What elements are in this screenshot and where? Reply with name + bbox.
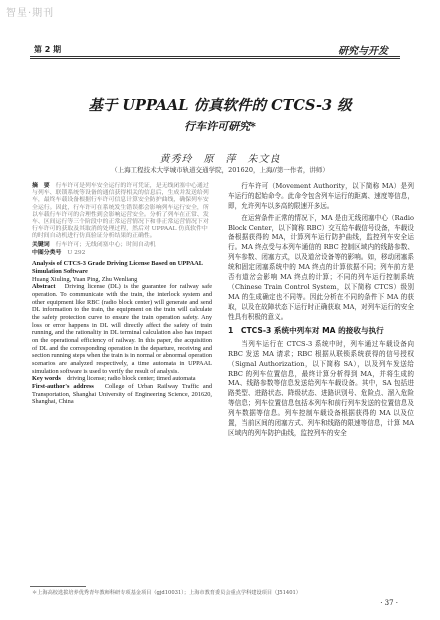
paper-affiliation: （上海工程技术大学城市轨道交通学院，201620，上海//第一作者，讲师） <box>111 166 329 174</box>
keywords-cn <box>32 241 212 249</box>
header-rule-thin <box>30 58 400 59</box>
keywords-cn-text: 行车许可；无线闭塞中心；时间自动机 <box>55 241 156 248</box>
paper-subtitle: 行车许可研究* <box>184 120 256 133</box>
page-number: · 37 · <box>380 599 398 607</box>
abstract-en-authors: Huang Xiuling, Yuan Ping, Zhu Wenliang <box>32 275 138 283</box>
keywords-en <box>32 375 212 383</box>
section-heading: 1 CTCS-3 系统中列车对 MA 的接收与执行 <box>228 326 384 336</box>
author-address-text: College of Urban Railway Traffic and Transportation, Shanghai University of Engineering Science, 201620, Shanghai, China <box>32 383 212 406</box>
keywords-cn-label: 关键词 <box>32 240 50 248</box>
body-column <box>228 182 414 441</box>
keywords-en-label: Key words <box>32 375 61 383</box>
body-paragraph-1: 行车许可（Movement Authority，以下简称 MA）是列车运行的起始命令。此命令包含列车运行的距离、速度等信息，即，允许列车以多高的限速开多远。 <box>228 182 414 210</box>
abstract-cn <box>32 182 212 241</box>
footnote-rule <box>30 586 86 587</box>
abstract-cn-text: 行车许可是列车安全运行的许可凭证，是无线闭塞中心通过与列车、联锁系统等设备的通信获得相关的信息后，生成并发送给列车，最终车载设备根据行车许可信息计算安全防护曲线，确保列车安全运行。因此，行车许可在系统发生错误都会影响列车运行安全，所以车载行车许可的合理性到会影响运营安全。分析了列车在正常、发车、区间运行等三个阶段中的正常运营情况下和非正常运营情况下对行车许可的获取及其取消的处理过程，然后对 UPPAAL 仿真软件中的时间自动机进行仿真验证分析结果的正确性。 <box>32 183 209 240</box>
clc-label: 中图分类号 <box>32 248 62 256</box>
abstract-en-title: Analysis of CTCS-3 Grade Driving License Based on UPPAAL Simulation Software <box>32 260 203 275</box>
paper-authors: 黄秀玲 原 萍 朱文良 <box>159 154 281 165</box>
column-name: 研究与开发 <box>338 46 388 57</box>
body-paragraph-3: 当列车运行在 CTCS-3 系统中时，列车通过车载设备向 RBC 发送 MA 请求；RBC 根据从联锁系统获得的信号授权（Signal Authorization，以下简称 SA），以及列车发送给 RBC 的列车位置信息，最终计算分析得到 MA，并将生成的 MA、线路参数等信息发送给列车车载设备。其中，SA 包括进路类型、进路状态、降级状态、进路识别号、危险点、溜入危险等信息；列车位置信息包括本列车和前行列车发送的位置信息及列车数据等信息。列车控制车载设备根据获得的 MA 以及位置，当前区间的闭塞方式、列车和线路的限速等信息，计算 MA 区域内的列车防护曲线，监控列车的安全 <box>228 339 414 437</box>
keywords-en-text: driving license; radio block center; timed automata <box>67 375 196 383</box>
header-rule <box>30 56 400 57</box>
issue-label: 第 2 期 <box>34 45 62 54</box>
footnote: ＊上海高校选拔培养优秀青年教师科研专项基金项目（gjd10031）；上海市教育委员会重点学科建设项目（J51401） <box>32 590 301 596</box>
author-address <box>32 383 212 406</box>
clc-number <box>32 249 212 257</box>
paper-title: 基于 UPPAAL 仿真软件的 CTCS-3 级 <box>88 97 352 114</box>
body-paragraph-2: 在运营条件正常的情况下，MA 是由无线闭塞中心（Radio Block Center，以下简称 RBC）交互给车载信号设备，车载设备根据获得的 MA，计算列车运行防护曲线，监控列车安全运行。MA 终点受与本列车通信的 RBC 控制区域内的线路参数、列车参数、闭塞方式，以及道岔设备等的影响。如，移动闭塞系统和固定闭塞系统中的 MA 终点的计算依据不同；列车前方是否有道岔会影响 MA 终点的计算；不同的列车运行控制系统（Chinese Train Control System，以下简称 CTCS）级别 MA 的生成确定也不同等。因此分析在不同的条件下 MA 的获取，以及在故障状态下运行时正确获取 MA，对列车运行的安全性具有积极的意义。 <box>228 213 414 321</box>
abstract-cn-label: 摘 要 <box>32 182 50 189</box>
author-address-label: First-author's address <box>32 383 94 391</box>
abstract-en <box>32 283 212 375</box>
clc-text: U 292 <box>67 249 86 256</box>
abstract-column <box>32 182 212 406</box>
abstract-en-label: Abstract <box>32 283 56 291</box>
watermark-logo: 智星·期刊 <box>6 8 55 19</box>
abstract-en-text: Driving license (DL) is the guarantee for railway safe operation. To communicate with the train, the interlock system and other equipment like RBC (radio block center) will generate and send DL information to the train, the equipment on the train will calculate the safety protection curve to ensure the train operation safety. Any loss or error happens in DL will directly affect the safety of train running, and the rationality in DL terminal calculation also has impact on the operational efficiency of railway. In this paper, the acquisition of DL and the corresponding operation in the departure, receiving and section running steps when the train is in normal or abnormal operation scenarios are analyzed respectively, a time automata in UPPAAL simulation software is used to verify the result of analysis. <box>32 283 212 375</box>
